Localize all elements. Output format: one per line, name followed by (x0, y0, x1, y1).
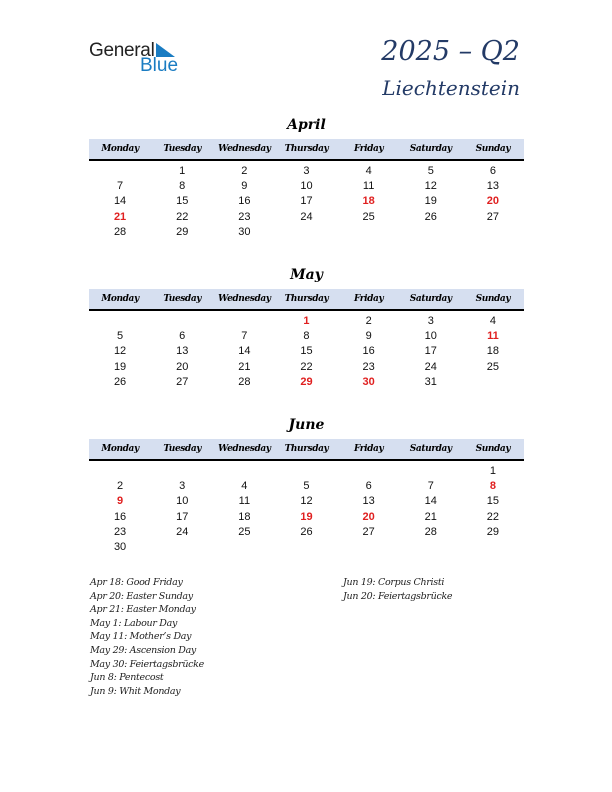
day-cell: 10 (300, 180, 313, 193)
day-cell: 25 (238, 525, 251, 538)
day-cell: 17 (424, 345, 437, 358)
day-cell: 21 (424, 510, 437, 523)
day-cell: 3 (303, 165, 310, 177)
holiday-entry: May 1: Labour Day (90, 617, 178, 629)
day-cell: 28 (424, 525, 437, 538)
day-cell: 5 (427, 165, 434, 177)
day-cell: 26 (113, 375, 127, 388)
holiday-list-left (90, 576, 204, 698)
page-title: 2025 – Q2 (381, 36, 520, 67)
weekday-label: Saturday (409, 444, 452, 454)
week-row (89, 329, 524, 344)
day-cell: 7 (241, 330, 248, 343)
day-cell: 1 (179, 165, 186, 177)
month-april (89, 115, 524, 240)
weekday-label: Wednesday (218, 444, 271, 454)
weekday-label: Tuesday (163, 294, 202, 304)
day-cell: 16 (238, 195, 251, 208)
weekday-label: Friday (353, 294, 384, 304)
empty-day-cell (462, 225, 524, 240)
day-cell: 3 (179, 480, 186, 493)
day-cell: 23 (113, 525, 127, 538)
day-cell: 24 (300, 210, 313, 223)
holiday-day-cell: 11 (487, 330, 499, 343)
month-title: June (288, 417, 325, 433)
day-cell: 27 (362, 525, 375, 538)
weekday-label: Tuesday (163, 444, 202, 454)
empty-day-cell (338, 225, 400, 240)
day-cell: 31 (424, 375, 437, 388)
holiday-list-right (343, 576, 452, 603)
week-row (89, 479, 524, 494)
day-cell: 10 (176, 495, 189, 508)
weekday-label: Friday (353, 444, 384, 454)
month-title: April (287, 117, 326, 133)
empty-day-cell (151, 464, 213, 479)
day-cell: 7 (427, 480, 434, 493)
week-row (89, 360, 524, 375)
month-title: May (290, 267, 323, 283)
empty-day-cell (338, 540, 400, 555)
day-cell: 11 (362, 180, 375, 193)
week-row (89, 540, 524, 555)
week-row (89, 510, 524, 525)
day-cell: 4 (365, 165, 372, 177)
day-cell: 2 (365, 315, 372, 327)
week-row (89, 344, 524, 359)
weekday-label: Thursday (284, 444, 329, 454)
holiday-entry: Jun 20: Feiertagsbrücke (343, 590, 453, 602)
holiday-day-cell: 20 (362, 510, 375, 523)
holiday-entry: May 11: Mother’s Day (90, 631, 192, 643)
day-cell: 29 (486, 525, 500, 538)
day-cell: 19 (424, 195, 437, 208)
weeks-grid (89, 464, 524, 555)
empty-day-cell (462, 540, 524, 555)
holiday-day-cell: 21 (113, 210, 127, 223)
day-cell: 4 (241, 480, 248, 493)
weekday-label: Tuesday (163, 144, 202, 154)
holiday-day-cell: 1 (303, 315, 310, 327)
weekday-label: Thursday (284, 144, 329, 154)
empty-day-cell (89, 164, 151, 179)
empty-day-cell (462, 375, 524, 390)
empty-day-cell (213, 314, 275, 329)
week-row (89, 164, 524, 179)
week-row (89, 375, 524, 390)
empty-day-cell (400, 464, 462, 479)
day-cell: 8 (303, 330, 310, 343)
day-cell: 9 (365, 330, 372, 343)
day-cell: 29 (176, 225, 189, 238)
day-cell: 6 (365, 480, 372, 493)
day-cell: 26 (300, 525, 313, 538)
logo-general-text: General (89, 40, 155, 61)
holiday-day-cell: 9 (117, 495, 124, 508)
weekday-label: Sunday (475, 144, 511, 154)
holiday-entry: May 30: Feiertagsbrücke (90, 658, 204, 670)
holiday-entry: Apr 21: Easter Monday (90, 604, 196, 616)
weekday-header-row (89, 139, 524, 161)
week-row (89, 314, 524, 329)
week-row (89, 179, 524, 194)
day-cell: 2 (117, 480, 124, 493)
weekday-label: Wednesday (218, 144, 271, 154)
empty-day-cell (275, 225, 337, 240)
day-cell: 30 (238, 225, 251, 238)
day-cell: 20 (176, 360, 189, 373)
holiday-entry: Jun 19: Corpus Christi (343, 577, 445, 588)
day-cell: 1 (489, 465, 496, 477)
day-cell: 21 (238, 360, 251, 373)
weekday-header-row (89, 439, 524, 461)
day-cell: 17 (300, 195, 313, 208)
day-cell: 17 (176, 510, 189, 523)
weekday-label: Saturday (409, 294, 452, 304)
day-cell: 14 (424, 495, 437, 508)
day-cell: 26 (424, 210, 437, 223)
day-cell: 16 (113, 510, 127, 523)
week-row (89, 525, 524, 540)
day-cell: 6 (489, 165, 496, 177)
holiday-entry: Jun 8: Pentecost (90, 672, 164, 684)
weekday-label: Friday (353, 144, 384, 154)
empty-day-cell (151, 540, 213, 555)
weekday-label: Monday (101, 444, 139, 454)
day-cell: 28 (113, 225, 127, 238)
holiday-day-cell: 29 (300, 375, 313, 388)
week-row (89, 210, 524, 225)
day-cell: 3 (427, 315, 434, 327)
day-cell: 24 (424, 360, 437, 373)
holiday-day-cell: 8 (489, 480, 496, 493)
day-cell: 14 (113, 195, 127, 208)
day-cell: 5 (303, 480, 310, 493)
day-cell: 9 (241, 180, 248, 193)
empty-day-cell (213, 540, 275, 555)
weekday-label: Wednesday (218, 294, 271, 304)
week-row (89, 464, 524, 479)
weekday-header-row (89, 289, 524, 311)
month-may (89, 265, 524, 390)
day-cell: 27 (486, 210, 500, 223)
day-cell: 15 (176, 195, 189, 208)
day-cell: 22 (176, 210, 189, 223)
day-cell: 11 (238, 495, 251, 508)
day-cell: 14 (238, 345, 251, 358)
page-subtitle: Liechtenstein (382, 76, 520, 100)
day-cell: 15 (486, 495, 500, 508)
day-cell: 19 (113, 360, 127, 373)
holiday-entry: Apr 18: Good Friday (90, 577, 183, 588)
day-cell: 16 (362, 345, 375, 358)
empty-day-cell (151, 314, 213, 329)
empty-day-cell (89, 464, 151, 479)
week-row (89, 194, 524, 209)
weeks-grid (89, 164, 524, 240)
holiday-entry: May 29: Ascension Day (90, 644, 197, 656)
month-june (89, 415, 524, 555)
holiday-entry: Jun 9: Whit Monday (90, 685, 181, 697)
day-cell: 18 (238, 510, 251, 523)
day-cell: 23 (362, 360, 375, 373)
day-cell: 25 (362, 210, 375, 223)
holiday-day-cell: 19 (300, 510, 313, 523)
day-cell: 12 (113, 345, 127, 358)
holiday-day-cell: 30 (362, 375, 375, 388)
empty-day-cell (275, 464, 337, 479)
day-cell: 30 (113, 540, 127, 553)
empty-day-cell (400, 540, 462, 555)
weekday-label: Sunday (475, 294, 511, 304)
day-cell: 2 (241, 165, 248, 177)
empty-day-cell (338, 464, 400, 479)
weekday-label: Thursday (284, 294, 329, 304)
day-cell: 4 (489, 315, 496, 327)
day-cell: 22 (300, 360, 313, 373)
holiday-entry: Apr 20: Easter Sunday (90, 590, 193, 602)
day-cell: 13 (362, 495, 375, 508)
empty-day-cell (275, 540, 337, 555)
day-cell: 13 (486, 180, 500, 193)
day-cell: 13 (176, 345, 189, 358)
weekday-label: Saturday (409, 144, 452, 154)
day-cell: 15 (300, 345, 313, 358)
empty-day-cell (89, 314, 151, 329)
empty-day-cell (400, 225, 462, 240)
empty-day-cell (213, 464, 275, 479)
day-cell: 12 (300, 495, 313, 508)
day-cell: 25 (486, 360, 500, 373)
holiday-day-cell: 18 (362, 195, 375, 208)
weekday-label: Monday (101, 294, 139, 304)
weeks-grid (89, 314, 524, 390)
week-row (89, 494, 524, 509)
weekday-label: Sunday (475, 444, 511, 454)
weekday-label: Monday (101, 144, 139, 154)
day-cell: 7 (117, 180, 124, 193)
holiday-day-cell: 20 (486, 195, 500, 208)
day-cell: 24 (176, 525, 189, 538)
day-cell: 23 (238, 210, 251, 223)
day-cell: 18 (486, 345, 500, 358)
logo-blue-text: Blue (140, 55, 179, 76)
day-cell: 12 (424, 180, 437, 193)
day-cell: 8 (179, 180, 186, 193)
day-cell: 6 (179, 330, 186, 343)
week-row (89, 225, 524, 240)
day-cell: 10 (424, 330, 437, 343)
day-cell: 5 (117, 330, 124, 343)
day-cell: 22 (486, 510, 500, 523)
day-cell: 28 (238, 375, 251, 388)
day-cell: 27 (176, 375, 189, 388)
